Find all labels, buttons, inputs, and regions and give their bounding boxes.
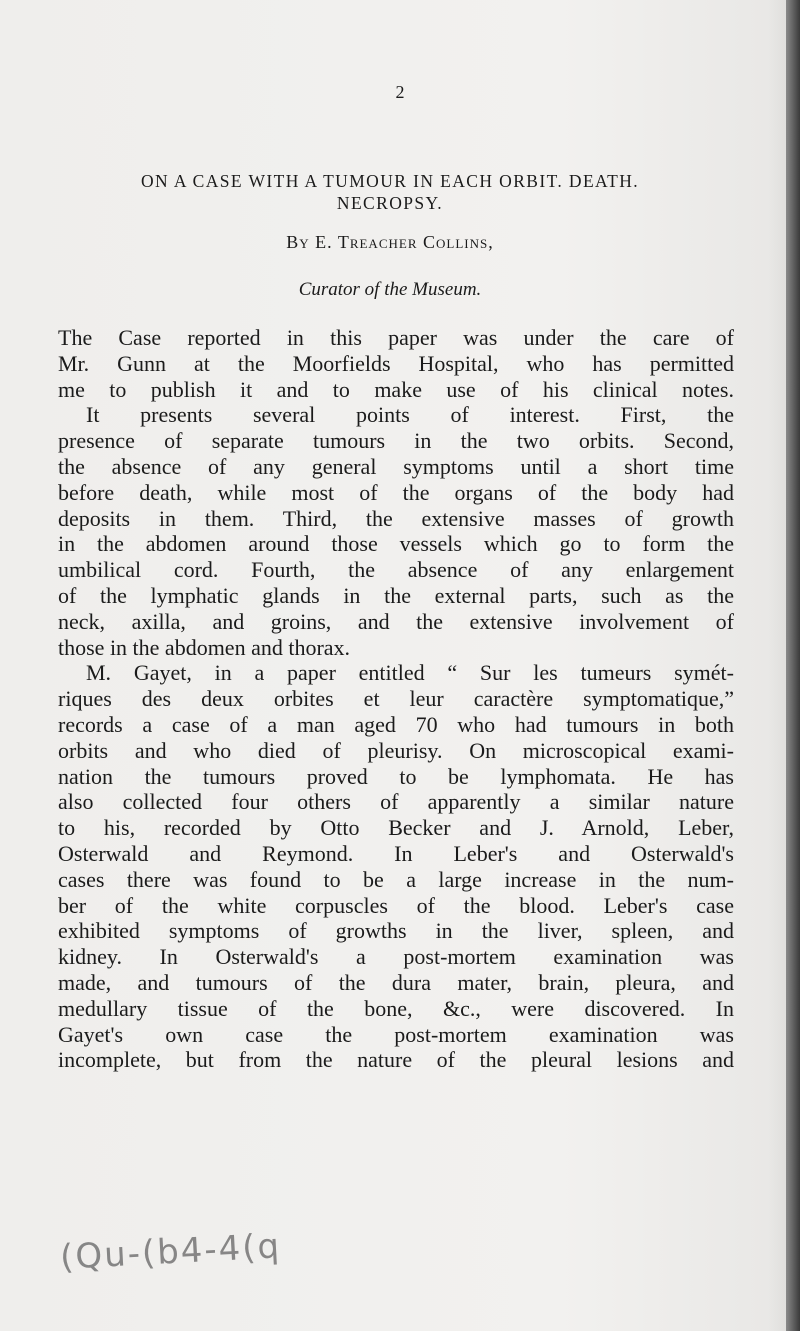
article-title: [60, 170, 720, 214]
author-byline: By E. Treacher Collins,: [286, 232, 494, 252]
body-line: umbilical cord. Fourth, the absence of any enlargement: [58, 557, 734, 583]
body-line: exhibited symptoms of growths in the liver, spleen, and: [58, 918, 734, 944]
body-line: nation the tumours proved to be lymphomata. He has: [58, 763, 734, 789]
body-line: medullary tissue of the bone, &c., were discovered. In: [58, 995, 734, 1021]
body-line: orbits and who died of pleurisy. On microscopical exami-: [58, 737, 734, 763]
body-line: kidney. In Osterwald's a post-mortem examination was: [58, 944, 734, 970]
body-line: riques des deux orbites et leur caractère symptomatique,”: [58, 686, 734, 712]
body-line: cases there was found to be a large increase in the num-: [58, 866, 734, 892]
body-line: It presents several points of interest. First, the: [86, 402, 734, 428]
body-line: neck, axilla, and groins, and the extensive involvement of: [58, 608, 734, 634]
body-line: incomplete, but from the nature of the pleural lesions and: [58, 1047, 734, 1073]
body-line: the absence of any general symptoms until a short time: [58, 453, 734, 479]
body-line: The Case reported in this paper was under the care of: [58, 325, 734, 350]
body-line: Mr. Gunn at the Moorfields Hospital, who has permitted: [58, 350, 734, 376]
body-line: in the abdomen around those vessels which go to form the: [58, 531, 734, 557]
article-body: [58, 325, 734, 1073]
page-number: 2: [395, 82, 405, 102]
article-title-line-2: NECROPSY.: [336, 193, 444, 213]
body-line: me to publish it and to make use of his clinical notes.: [58, 376, 734, 402]
body-line: also collected four others of apparently a similar nature: [58, 789, 734, 815]
article-title-line-1: ON A CASE WITH A TUMOUR IN EACH ORBIT. DEATH.: [140, 171, 640, 191]
author-affiliation: Curator of the Museum.: [298, 279, 482, 300]
body-line: of the lymphatic glands in the external parts, such as the: [58, 582, 734, 608]
body-line: deposits in them. Third, the extensive masses of growth: [58, 505, 734, 531]
body-line: Osterwald and Reymond. In Leber's and Osterwald's: [58, 840, 734, 866]
page-edge-shadow: [786, 0, 800, 1331]
body-line: those in the abdomen and thorax.: [58, 634, 351, 660]
handwritten-catalog-note: (Qu-(b4-4(q: [59, 1226, 282, 1278]
body-line: Gayet's own case the post-mortem examination was: [58, 1021, 734, 1047]
body-line: made, and tumours of the dura mater, brain, pleura, and: [58, 969, 734, 995]
body-line: M. Gayet, in a paper entitled “ Sur les tumeurs symét-: [86, 660, 734, 686]
body-line: before death, while most of the organs of the body had: [58, 479, 734, 505]
body-line: presence of separate tumours in the two orbits. Second,: [58, 428, 734, 454]
body-line: ber of the white corpuscles of the blood. Leber's case: [58, 892, 734, 918]
body-line: to his, recorded by Otto Becker and J. Arnold, Leber,: [58, 815, 734, 841]
body-line: records a case of a man aged 70 who had tumours in both: [58, 711, 734, 737]
